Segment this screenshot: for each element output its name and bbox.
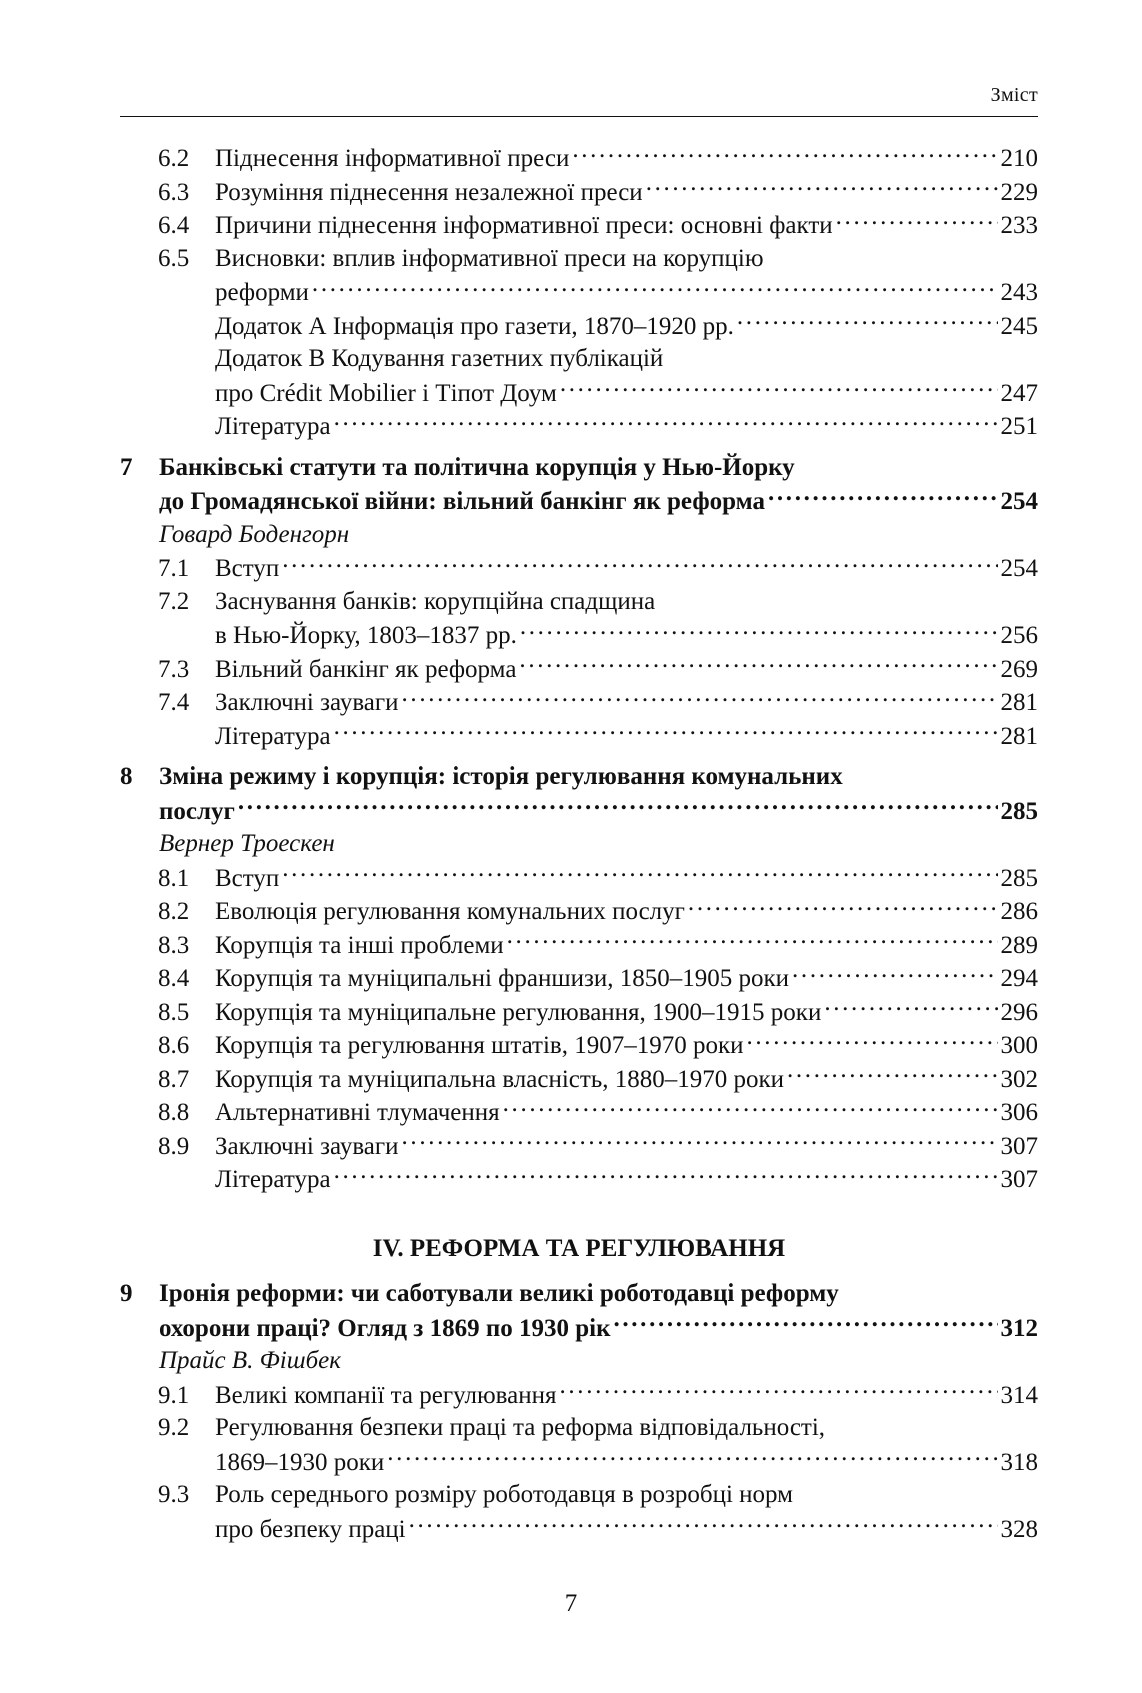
entry-title: Роль середнього розміру роботодавця в розробці норм xyxy=(215,1481,793,1508)
entry-page: 289 xyxy=(1000,931,1038,959)
entry-title: Великі компанії та регулювання xyxy=(215,1381,557,1409)
toc-entry[interactable] xyxy=(120,409,1038,443)
dot-leader xyxy=(282,551,997,576)
entry-title: Заснування банків: корупційна спадщина xyxy=(215,587,656,615)
entry-title: про безпеку праці xyxy=(215,1515,406,1543)
dot-leader xyxy=(824,995,997,1020)
toc-entry[interactable] xyxy=(120,175,1038,209)
toc-entry[interactable] xyxy=(120,275,1038,309)
dot-leader xyxy=(613,1311,997,1336)
entry-title: реформи xyxy=(215,279,309,306)
toc-entry[interactable] xyxy=(120,794,1038,828)
entry-page: 328 xyxy=(1000,1515,1038,1543)
entry-page: 294 xyxy=(1000,965,1038,992)
dot-leader xyxy=(334,409,998,434)
entry-page: 256 xyxy=(1000,622,1038,649)
running-head: Зміст xyxy=(990,84,1038,106)
dot-leader xyxy=(520,618,998,643)
dot-leader xyxy=(688,894,998,919)
entry-title: Іронія реформи: чи саботували великі роботодавці реформу xyxy=(159,1280,839,1307)
entry-title: Додаток В Кодування газетних публікацій xyxy=(215,345,664,372)
entry-title: Висновки: вплив інформативної преси на корупцію xyxy=(215,244,764,272)
dot-leader xyxy=(507,928,998,953)
entry-page: 254 xyxy=(1000,555,1038,582)
entry-page: 254 xyxy=(1000,488,1038,515)
toc-entry[interactable] xyxy=(120,1512,1038,1546)
entry-number: 6.3 xyxy=(158,178,190,206)
entry-page: 210 xyxy=(1000,145,1038,172)
dot-leader xyxy=(282,861,997,886)
entry-page: 318 xyxy=(1000,1448,1038,1476)
toc-entry[interactable] xyxy=(120,894,1038,928)
entry-title: Розуміння піднесення незалежної преси xyxy=(215,178,643,206)
entry-title: до Громадянської війни: вільний банкінг як реформа xyxy=(159,488,765,515)
dot-leader xyxy=(409,1512,998,1537)
entry-title: Вступ xyxy=(215,864,280,892)
entry-number: 6.5 xyxy=(158,244,190,272)
toc-entry[interactable] xyxy=(120,1378,1038,1412)
dot-leader xyxy=(747,1028,998,1053)
entry-title: Заключні зауваги xyxy=(215,1132,399,1160)
dot-leader xyxy=(334,1162,998,1187)
entry-page: 245 xyxy=(1000,312,1038,340)
entry-number: 7.2 xyxy=(158,587,190,615)
entry-title: послуг xyxy=(159,797,235,825)
toc-entry[interactable] xyxy=(120,551,1038,585)
entry-title: Література xyxy=(215,1166,331,1193)
dot-leader xyxy=(503,1095,998,1120)
entry-page: 312 xyxy=(1000,1314,1038,1342)
toc-entry[interactable] xyxy=(120,1344,1038,1378)
entry-number: 8.9 xyxy=(158,1132,190,1160)
toc-entry[interactable] xyxy=(120,618,1038,652)
dot-leader xyxy=(387,1445,997,1470)
entry-title: Банківські статути та політична корупція у Нью-Йорку xyxy=(159,453,795,481)
entry-title: Корупція та муніципальні франшизи, 1850–1905 роки xyxy=(215,965,790,992)
entry-page: 229 xyxy=(1000,178,1038,206)
toc-entry[interactable] xyxy=(120,1062,1038,1096)
entry-page: 314 xyxy=(1000,1381,1038,1409)
dot-leader xyxy=(312,275,998,300)
entry-page: 281 xyxy=(1000,722,1038,750)
part-heading: IV. РЕФОРМА ТА РЕГУЛЮВАННЯ xyxy=(372,1234,786,1262)
entry-page: 286 xyxy=(1000,898,1038,925)
entry-number: 6.4 xyxy=(158,212,190,239)
entry-number: 7.1 xyxy=(158,555,190,582)
toc-entry[interactable] xyxy=(120,1478,1038,1512)
dot-leader xyxy=(402,1129,998,1154)
dot-leader xyxy=(768,484,998,509)
dot-leader xyxy=(334,719,998,744)
entry-page: 247 xyxy=(1000,379,1038,407)
dot-leader xyxy=(787,1062,998,1087)
entry-title: Корупція та муніципальна власність, 1880–1970 роки xyxy=(215,1065,784,1093)
entry-number: 8.6 xyxy=(158,1032,190,1059)
toc-entry[interactable] xyxy=(120,141,1038,175)
toc-entry[interactable] xyxy=(120,861,1038,895)
dot-leader xyxy=(737,309,998,334)
entry-title: Зміна режиму і корупція: історія регулювання комунальних xyxy=(159,763,843,790)
toc-entry[interactable] xyxy=(120,1129,1038,1163)
chapter-author: Вернер Троескен xyxy=(159,830,335,857)
toc-entry[interactable] xyxy=(120,995,1038,1029)
entry-number: 9.1 xyxy=(158,1381,190,1409)
entry-number: 6.2 xyxy=(158,145,190,172)
entry-page: 307 xyxy=(1000,1132,1038,1160)
toc-entry[interactable] xyxy=(120,342,1038,376)
entry-title: Корупція та регулювання штатів, 1907–1970 роки xyxy=(215,1032,744,1059)
entry-number: 9.3 xyxy=(158,1481,190,1508)
entry-number: 8 xyxy=(120,763,133,790)
entry-page: 306 xyxy=(1000,1099,1038,1126)
dot-leader xyxy=(560,376,998,401)
entry-title: Еволюція регулювання комунальних послуг xyxy=(215,898,685,925)
entry-number: 8.8 xyxy=(158,1099,190,1126)
toc-entry[interactable] xyxy=(120,1445,1038,1479)
dot-leader xyxy=(519,652,997,677)
entry-page: 233 xyxy=(1000,212,1038,239)
dot-leader xyxy=(572,141,997,166)
toc-entry[interactable] xyxy=(120,585,1038,619)
entry-title: Регулювання безпеки праці та реформа відповідальності, xyxy=(215,1414,826,1441)
chapter-author: Говард Боденгорн xyxy=(159,520,350,548)
dot-leader xyxy=(836,208,998,233)
toc-entry[interactable] xyxy=(120,1311,1038,1345)
toc-entry[interactable] xyxy=(120,719,1038,753)
entry-title: в Нью-Йорку, 1803–1837 рр. xyxy=(215,622,517,649)
toc-entry[interactable] xyxy=(120,760,1038,794)
dot-leader xyxy=(238,794,998,819)
entry-title: Піднесення інформативної преси xyxy=(215,145,570,172)
entry-title: Додаток А Інформація про газети, 1870–1920 рр. xyxy=(215,312,734,340)
dot-leader xyxy=(560,1378,998,1403)
entry-title: Заключні зауваги xyxy=(215,689,399,716)
toc-entry[interactable] xyxy=(120,928,1038,962)
entry-number: 8.3 xyxy=(158,931,190,959)
toc-entry[interactable] xyxy=(120,376,1038,410)
entry-page: 243 xyxy=(1000,279,1038,306)
entry-title: Корупція та інші проблеми xyxy=(215,931,504,959)
header-rule xyxy=(120,116,1038,117)
entry-page: 285 xyxy=(1000,797,1038,825)
entry-number: 8.5 xyxy=(158,998,190,1026)
entry-number: 9 xyxy=(120,1280,133,1307)
entry-page: 302 xyxy=(1000,1065,1038,1093)
entry-page: 307 xyxy=(1000,1166,1038,1193)
entry-title: Вступ xyxy=(215,555,280,582)
toc-entry[interactable] xyxy=(120,484,1038,518)
entry-title: Причини піднесення інформативної преси: основні факти xyxy=(215,212,833,239)
toc-entry[interactable] xyxy=(120,518,1038,552)
toc-entry[interactable] xyxy=(120,685,1038,719)
entry-title: Література xyxy=(215,722,331,750)
toc-entry[interactable] xyxy=(120,1277,1038,1311)
entry-title: про Crédit Mobilier і Тіпот Доум xyxy=(215,379,557,407)
chapter-author: Прайс В. Фішбек xyxy=(159,1347,341,1374)
toc-entry[interactable] xyxy=(120,451,1038,485)
toc-entry[interactable] xyxy=(120,652,1038,686)
entry-page: 300 xyxy=(1000,1032,1038,1059)
dot-leader xyxy=(792,961,997,986)
page-number: 7 xyxy=(564,1590,578,1617)
entry-title: Корупція та муніципальне регулювання, 1900–1915 роки xyxy=(215,998,822,1026)
toc-entry[interactable] xyxy=(120,208,1038,242)
entry-page: 296 xyxy=(1000,998,1038,1026)
toc-entry[interactable] xyxy=(120,242,1038,276)
entry-title: 1869–1930 роки xyxy=(215,1448,385,1476)
table-of-contents xyxy=(120,141,1038,1545)
toc-entry[interactable] xyxy=(120,1162,1038,1196)
toc-entry[interactable] xyxy=(120,1411,1038,1445)
entry-title: Література xyxy=(215,413,331,440)
entry-number: 9.2 xyxy=(158,1414,190,1441)
toc-entry[interactable] xyxy=(120,309,1038,343)
entry-number: 8.7 xyxy=(158,1065,190,1093)
entry-title: Вільний банкінг як реформа xyxy=(215,655,517,683)
entry-number: 8.1 xyxy=(158,864,190,892)
entry-page: 285 xyxy=(1000,864,1038,892)
entry-number: 8.4 xyxy=(158,965,190,992)
toc-entry[interactable] xyxy=(120,961,1038,995)
entry-number: 7.3 xyxy=(158,655,190,683)
toc-entry[interactable] xyxy=(120,1028,1038,1062)
dot-leader xyxy=(402,685,998,710)
entry-number: 7.4 xyxy=(158,689,190,716)
entry-number: 8.2 xyxy=(158,898,190,925)
entry-page: 251 xyxy=(1000,413,1038,440)
entry-title: Альтернативні тлумачення xyxy=(215,1099,500,1126)
entry-title: охорони праці? Огляд з 1869 по 1930 рік xyxy=(159,1314,611,1342)
entry-page: 269 xyxy=(1000,655,1038,683)
toc-entry[interactable] xyxy=(120,827,1038,861)
toc-entry[interactable] xyxy=(120,1095,1038,1129)
dot-leader xyxy=(646,175,998,200)
entry-page: 281 xyxy=(1000,689,1038,716)
entry-number: 7 xyxy=(120,453,133,481)
